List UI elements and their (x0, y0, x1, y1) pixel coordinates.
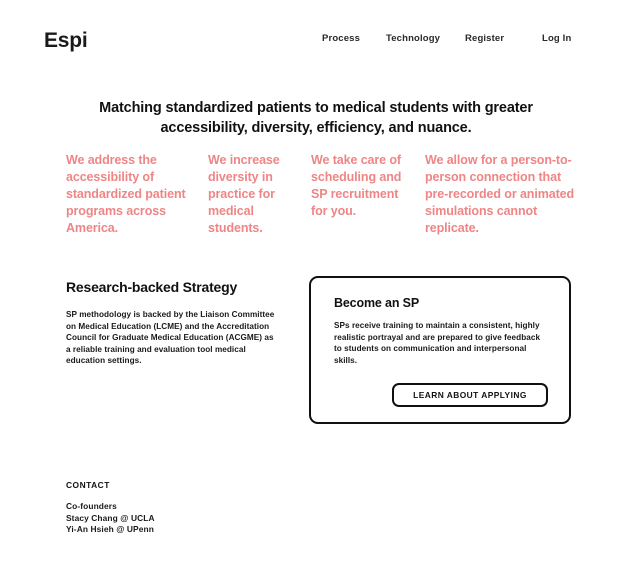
site-header (0, 0, 632, 72)
nav-item-log-in[interactable]: Log In (542, 33, 572, 44)
feature-column-diversity: We increase diversity in practice for medical students. (208, 153, 280, 235)
hero-headline: Matching standardized patients to medical students with greater accessibility, diversity, efficiency, and nuance. (99, 99, 533, 136)
sp-card-body: SPs receive training to maintain a consistent, highly realistic portrayal and are prepared to give feedback to students on communication and interpersonal skills. (334, 321, 541, 365)
feature-columns (66, 152, 576, 248)
nav-item-process[interactable]: Process (322, 33, 361, 44)
contact-heading: CONTACT (66, 480, 110, 490)
sp-card-title: Become an SP (334, 296, 420, 310)
learn-about-applying-button[interactable]: LEARN ABOUT APPLYING (392, 383, 548, 407)
main-navigation (318, 32, 598, 48)
feature-column-connection: We allow for a person-to-person connection that pre-recorded or animated simulations cannot replicate. (425, 153, 575, 235)
contact-person-2: Yi-An Hsieh @ UPenn (66, 524, 154, 534)
strategy-body: SP methodology is backed by the Liaison Committee on Medical Education (LCME) and the Accreditation Council for Graduate Medical Education (ACGME) as a reliable training and evaluation tool medical education settings. (66, 310, 275, 366)
strategy-title: Research-backed Strategy (66, 279, 238, 295)
feature-column-accessibility: We address the accessibility of standardized patient programs across America. (66, 153, 186, 235)
feature-column-scheduling: We take care of scheduling and SP recruitment for you. (311, 153, 402, 218)
nav-item-technology[interactable]: Technology (386, 33, 441, 44)
site-logo[interactable]: Espi (44, 29, 88, 52)
nav-item-register[interactable]: Register (465, 33, 505, 44)
contact-role: Co-founders (66, 501, 117, 511)
become-an-sp-card (309, 276, 571, 424)
research-strategy-section (66, 278, 280, 367)
contact-section (66, 479, 286, 536)
contact-person-1: Stacy Chang @ UCLA (66, 512, 155, 523)
